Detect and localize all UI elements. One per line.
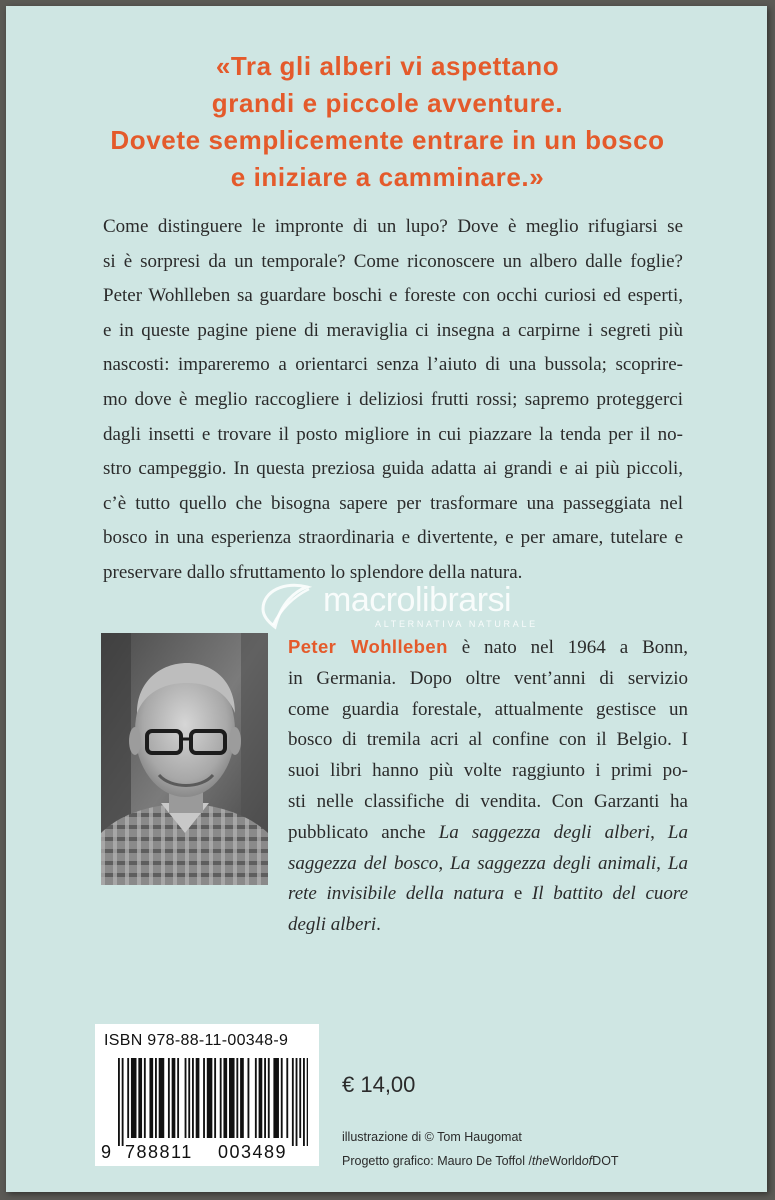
- barcode-bar: [229, 1058, 235, 1138]
- barcode-digit-first: 9: [101, 1142, 113, 1162]
- barcode-bar: [122, 1058, 124, 1146]
- quote-line: e iniziare a camminare.»: [230, 162, 545, 192]
- barcode-bar: [144, 1058, 146, 1138]
- book-title: La saggezza degli animali: [450, 852, 657, 874]
- bio-line: come guardia forestale, attualmente gestisce un: [288, 698, 688, 720]
- barcode-bar: [127, 1058, 129, 1138]
- barcode-bar: [207, 1058, 213, 1138]
- barcode-digits-group2: 003489: [218, 1142, 288, 1162]
- description-line: mo dove è meglio raccogliere i deliziosi frutti rossi; sapremo proteggerci: [103, 388, 683, 410]
- barcode-bar: [138, 1058, 142, 1138]
- design-credit: [342, 1149, 619, 1173]
- barcode-bar: [172, 1058, 176, 1138]
- description-line: preservare dallo sfruttamento lo splendore della natura.: [103, 561, 523, 583]
- design-credit-text: DOT: [592, 1154, 619, 1168]
- bio-line: bosco di tremila acri al confine con il Belgio. I: [288, 729, 688, 751]
- description-line: si è sorpresi da un temporale? Come riconoscere un albero dalle foglie?: [103, 250, 683, 272]
- design-credit-text: Progetto grafico: Mauro De Toffol /: [342, 1154, 532, 1168]
- barcode-bar: [192, 1058, 194, 1138]
- author-bio: [288, 632, 688, 941]
- design-credit-text: of: [581, 1154, 593, 1168]
- bio-line: suoi libri hanno più volte raggiunto i primi po-: [288, 760, 688, 782]
- design-credit-text: World: [549, 1154, 582, 1168]
- barcode-bar: [307, 1058, 308, 1146]
- bio-text: è nato nel 1964 a Bonn,: [447, 637, 688, 658]
- credits: [342, 1125, 619, 1173]
- bio-line: in Germania. Dopo oltre vent’anni di servizio: [288, 667, 688, 689]
- barcode-bar: [220, 1058, 222, 1138]
- book-title: La saggezza degli alberi: [438, 821, 651, 843]
- bio-line: [288, 910, 688, 941]
- design-credit-text: the: [531, 1154, 550, 1168]
- barcode-bar: [214, 1058, 216, 1138]
- isbn-barcode: [95, 1024, 319, 1166]
- barcode-bar: [259, 1058, 263, 1138]
- barcode-digits-group1: 788811: [125, 1142, 193, 1162]
- barcode-bar: [203, 1058, 205, 1138]
- leaf-logo-icon: [255, 575, 319, 635]
- book-title: La: [667, 852, 689, 874]
- description-line: Come distinguere le impronte di un lupo? Dove è meglio rifugiarsi se: [103, 216, 683, 237]
- description-line: c’è tutto quello che bisogna sapere per trasformare una passeggiata nel: [103, 492, 683, 514]
- barcode-bar: [268, 1058, 270, 1138]
- price: € 14,00: [342, 1072, 416, 1097]
- description-line: stro campeggio. In questa preziosa guida adatta ai grandi e ai più piccoli,: [103, 458, 683, 480]
- book-title: Il battito del cuore: [531, 883, 688, 905]
- bio-line: [288, 818, 688, 849]
- barcode-bar: [296, 1058, 298, 1146]
- barcode-bar: [240, 1058, 244, 1138]
- barcode-bar: [185, 1058, 187, 1138]
- book-title: La: [667, 821, 688, 843]
- barcode-bar: [286, 1058, 288, 1138]
- barcode-bar: [223, 1058, 227, 1138]
- author-name: Peter Wohlleben: [288, 636, 448, 657]
- author-portrait-image: [101, 633, 268, 885]
- description-line: bosco in una esperienza straordinaria e divertente, e per amare, tutelare e: [103, 527, 683, 549]
- barcode-bar: [168, 1058, 170, 1138]
- barcode-bar: [196, 1058, 200, 1138]
- bio-text: ,: [650, 821, 668, 843]
- barcode-bar: [281, 1058, 283, 1138]
- watermark-name: macrolibrarsi: [323, 581, 512, 619]
- description-line: e in queste pagine piene di meraviglia ci insegna a carpirne i segreti più: [103, 319, 683, 341]
- quote-line: Dovete semplicemente entrare in un bosco: [110, 125, 665, 155]
- barcode-bar: [118, 1058, 120, 1146]
- bio-line: sti nelle classifiche di vendita. Con Garzanti ha: [288, 790, 688, 812]
- barcode-bar: [303, 1058, 305, 1146]
- bio-text: e: [504, 883, 532, 905]
- barcode-bar: [149, 1058, 153, 1138]
- barcode-bar: [236, 1058, 238, 1138]
- barcode-bar: [155, 1058, 157, 1138]
- book-title: degli alberi: [288, 914, 377, 936]
- barcode-bar: [177, 1058, 179, 1138]
- barcode-bar: [131, 1058, 137, 1138]
- book-title: rete invisibile della natura: [288, 883, 505, 905]
- barcode-bar: [248, 1058, 250, 1138]
- barcode-bar: [299, 1058, 301, 1138]
- bio-text: .: [376, 914, 381, 936]
- description-line: nascosti: impareremo a orientarci senza l’aiuto di una bussola; scoprire-: [103, 354, 683, 376]
- bio-text: ,: [656, 852, 668, 874]
- bio-line: [288, 632, 688, 664]
- illustration-credit: illustrazione di © Tom Haugomat: [342, 1130, 522, 1144]
- barcode-bar: [292, 1058, 294, 1146]
- bio-line: [288, 849, 688, 880]
- barcode-bar: [255, 1058, 257, 1138]
- quote-line: grandi e piccole avventure.: [211, 88, 564, 118]
- book-description: [103, 210, 683, 591]
- barcode-bar: [188, 1058, 190, 1138]
- description-line: dagli insetti e trovare il posto migliore in cui piazzare la tenda per il no-: [103, 423, 683, 445]
- barcode-bar: [159, 1058, 165, 1138]
- barcode-bar: [264, 1058, 266, 1138]
- barcode-bar: [273, 1058, 279, 1138]
- blurb-quote: [0, 48, 775, 196]
- barcode-bars: [118, 1058, 308, 1146]
- bio-text: ,: [438, 852, 451, 874]
- watermark-tagline: ALTERNATIVA NATURALE: [375, 619, 538, 629]
- isbn-label: ISBN 978-88-11-00348-9: [104, 1032, 289, 1049]
- quote-line: «Tra gli alberi vi aspettano: [215, 51, 560, 81]
- author-photo: [101, 633, 268, 885]
- description-line: Peter Wohlleben sa guardare boschi e foreste con occhi curiosi ed esperti,: [103, 285, 683, 307]
- bio-line: [288, 879, 688, 910]
- book-title: saggezza del bosco: [288, 852, 439, 874]
- bio-text: pubblicato anche: [288, 821, 439, 843]
